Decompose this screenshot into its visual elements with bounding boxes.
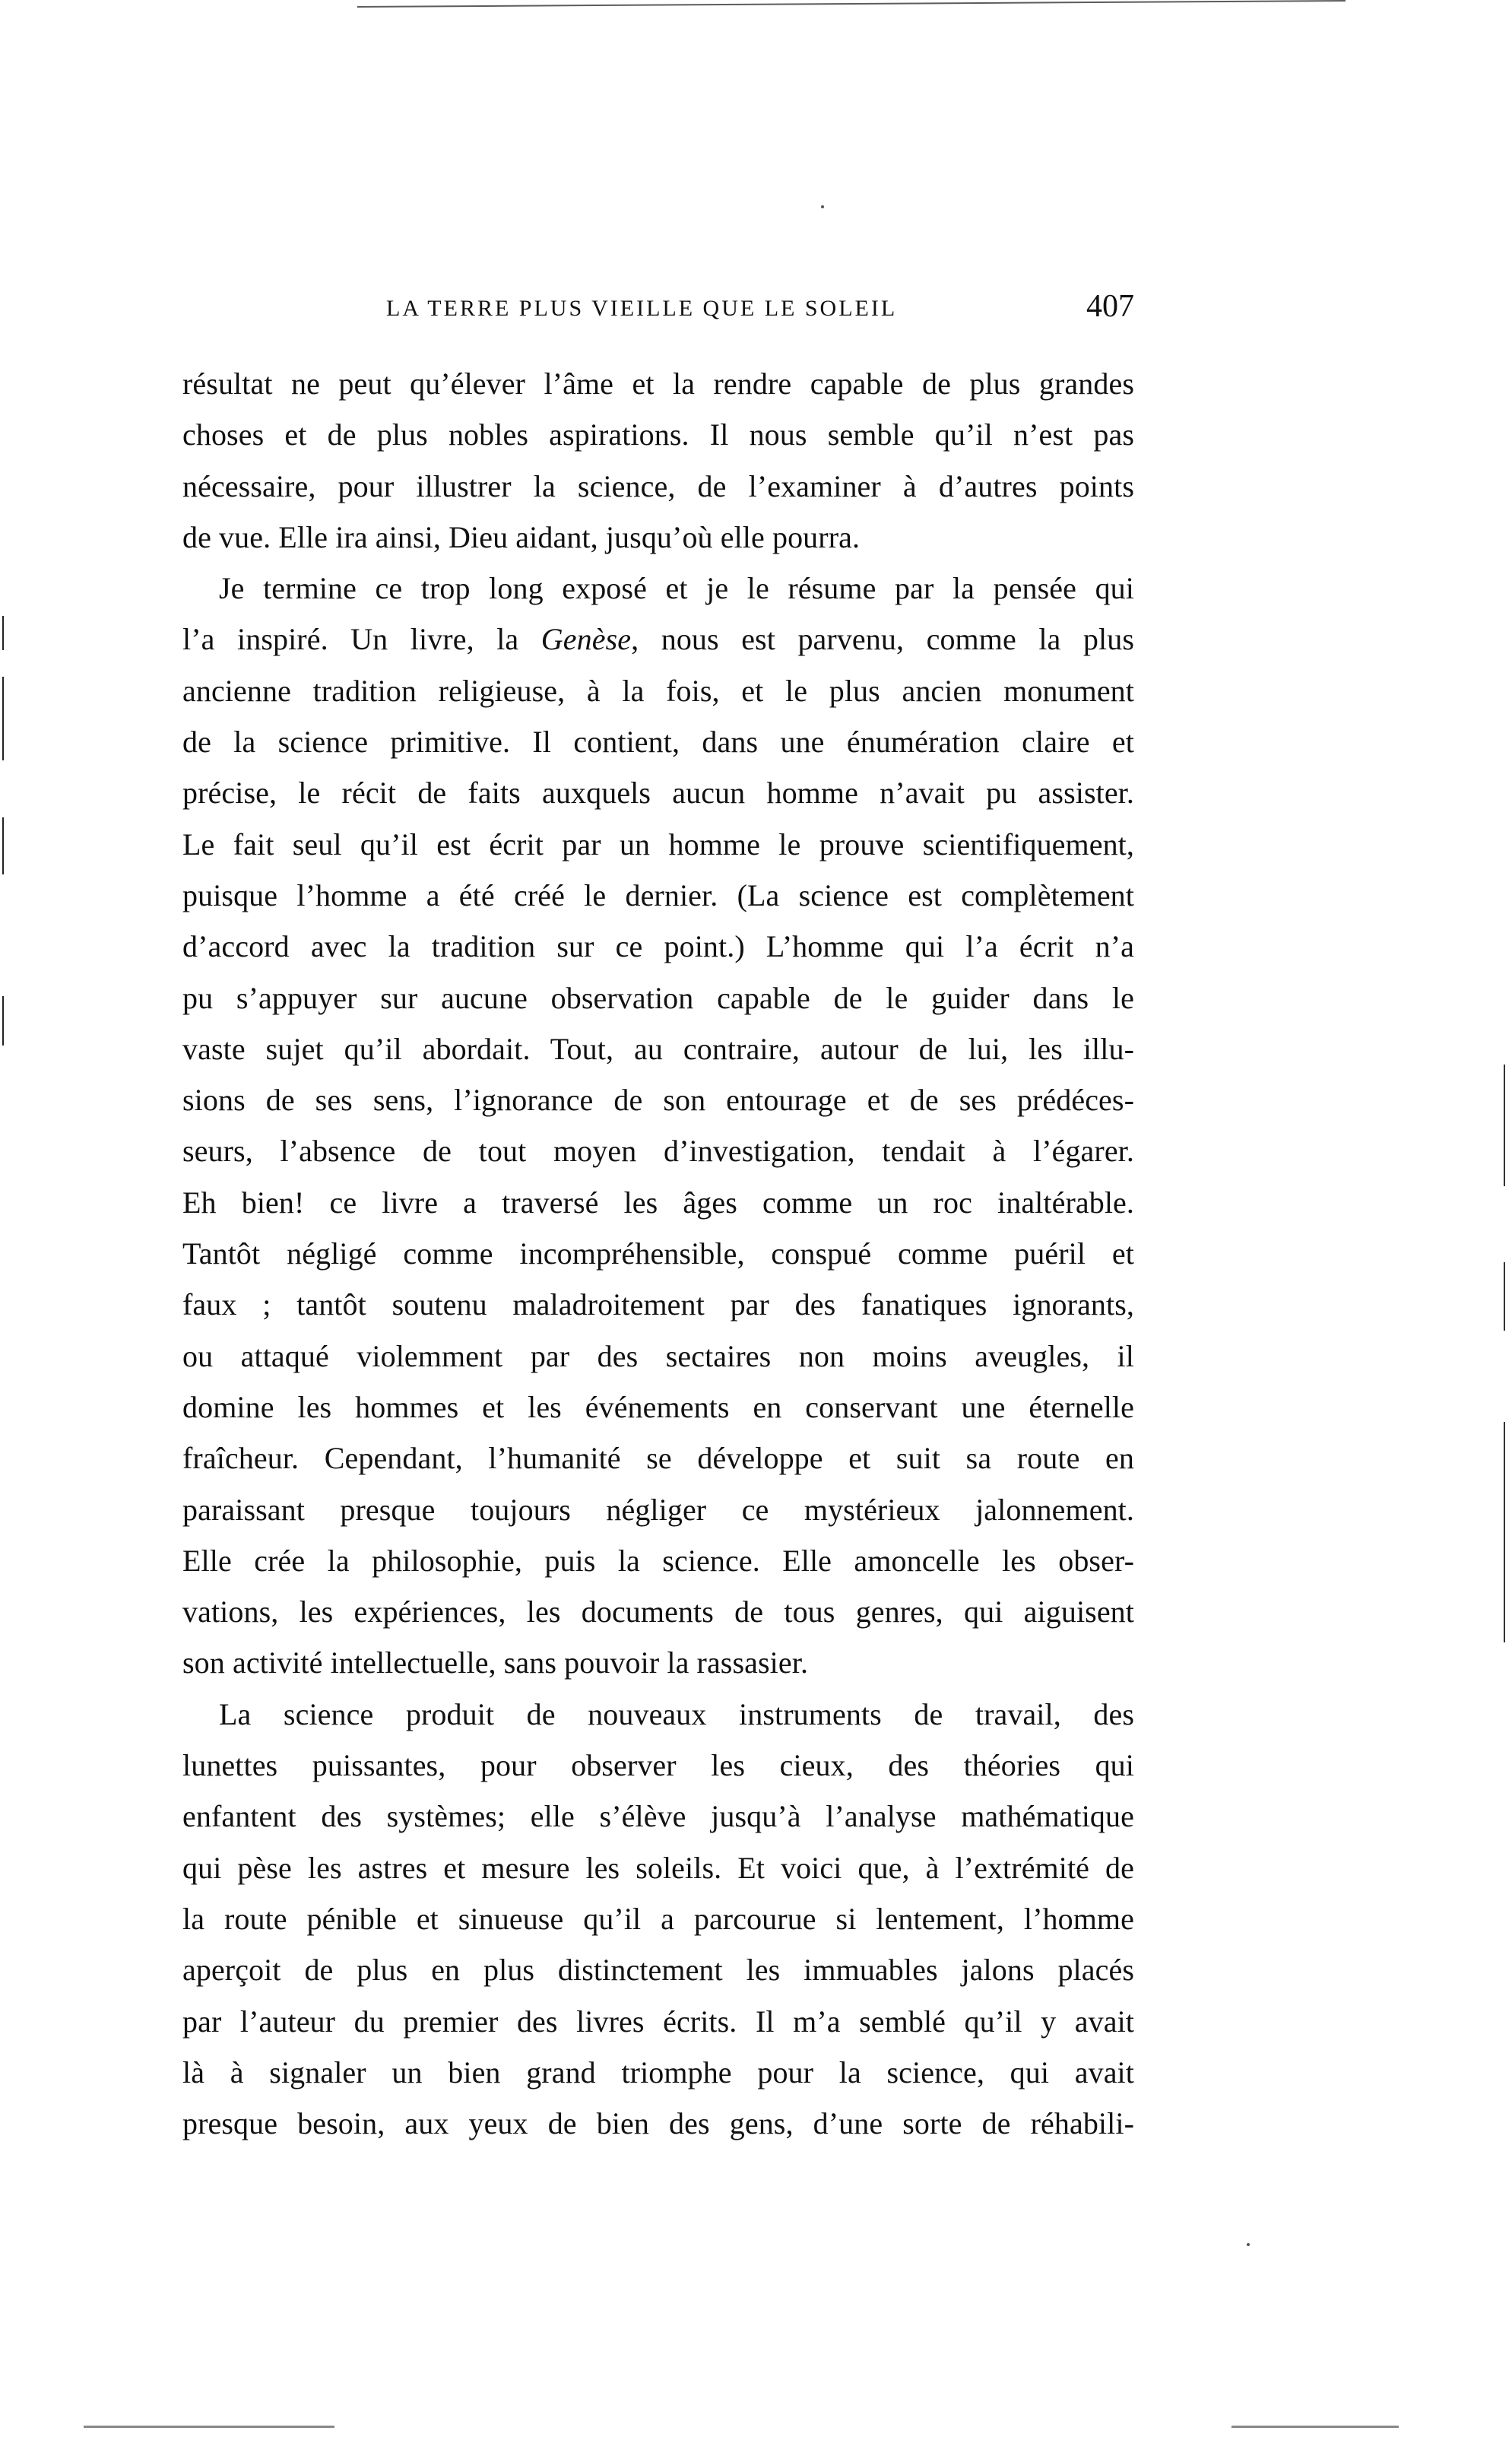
text-line: La science produit de nouveaux instruments de travail, des (219, 1696, 1134, 1731)
text-line: puisque l’homme a été créé le dernier. (La science est complètement (182, 877, 1134, 912)
scan-edge-right (1504, 1582, 1505, 1642)
paragraph (182, 1689, 1134, 2150)
scan-edge-right (1504, 1422, 1505, 1597)
scan-edge-bottom (1231, 2426, 1399, 2428)
text-line: presque besoin, aux yeux de bien des gens, d’une sorte de réhabili- (182, 2106, 1134, 2141)
italic-title: Genèse (540, 622, 632, 657)
scan-edge-left (2, 996, 4, 1046)
running-title: LA TERRE PLUS VIEILLE QUE LE SOLEIL (386, 296, 898, 321)
scan-edge-right (1504, 1065, 1505, 1186)
text-line: aperçoit de plus en plus distinctement les immuables jalons placés (182, 1953, 1134, 1988)
scan-edge-bottom (84, 2426, 334, 2428)
text-line: fraîcheur. Cependant, l’humanité se développe et suit sa route en (182, 1441, 1134, 1476)
text-line: précise, le récit de faits auxquels aucun homme n’avait pu assister. (182, 776, 1134, 811)
text-line: paraissant presque toujours négliger ce mystérieux jalonnement. (182, 1492, 1134, 1527)
page-number: 407 (1086, 289, 1134, 324)
text-line: pu s’appuyer sur aucune observation capable de le guider dans le (182, 980, 1134, 1015)
scan-edge-left (2, 677, 4, 760)
text-line: Tantôt négligé comme incompréhensible, conspué comme puéril et (182, 1236, 1134, 1271)
text-line: domine les hommes et les événements en conservant une éternelle (182, 1389, 1134, 1424)
text-line: la route pénible et sinueuse qu’il a parcourue si lentement, l’homme (182, 1901, 1134, 1936)
scan-edge-right (1504, 1262, 1505, 1331)
paragraph (182, 563, 1134, 1689)
scan-speck (821, 205, 824, 208)
text-line: résultat ne peut qu’élever l’âme et la rendre capable de plus grandes (182, 367, 1134, 401)
text-line: qui pèse les astres et mesure les soleils. Et voici que, à l’extrémité de (182, 1850, 1134, 1885)
text-line: Eh bien! ce livre a traversé les âges comme un roc inaltérable. (182, 1185, 1134, 1220)
text-line: vaste sujet qu’il abordait. Tout, au contraire, autour de lui, les illu- (182, 1031, 1134, 1066)
text-line: sions de ses sens, l’ignorance de son entourage et de ses prédéces- (182, 1083, 1134, 1118)
text-line: l’a inspiré. Un livre, la Genèse, nous est parvenu, comme la plus (182, 622, 1134, 657)
paragraph (182, 358, 1134, 563)
text-line: lunettes puissantes, pour observer les cieux, des théories qui (182, 1748, 1134, 1783)
text-line: seurs, l’absence de tout moyen d’investigation, tendait à l’égarer. (182, 1134, 1134, 1169)
running-head (182, 289, 1134, 340)
text-line: enfantent des systèmes; elle s’élève jusqu’à l’analyse mathématique (182, 1799, 1134, 1834)
text-line: faux ; tantôt soutenu maladroitement par des fanatiques ignorants, (182, 1287, 1134, 1322)
text-line: son activité intellectuelle, sans pouvoir la rassasier. (182, 1645, 809, 1680)
body-text (182, 358, 1134, 2149)
text-line: Elle crée la philosophie, puis la science. Elle amoncelle les obser- (182, 1543, 1134, 1578)
text-line: Je termine ce trop long exposé et je le résume par la pensée qui (219, 571, 1134, 606)
text-line: d’accord avec la tradition sur ce point.) L’homme qui l’a écrit n’a (182, 929, 1134, 964)
text-line: de vue. Elle ira ainsi, Dieu aidant, jusqu’où elle pourra. (182, 519, 861, 554)
scan-speck (1247, 2243, 1250, 2246)
text-line: choses et de plus nobles aspirations. Il nous semble qu’il n’est pas (182, 417, 1134, 452)
scan-edge-top (357, 0, 1346, 14)
scan-edge-left (2, 817, 4, 874)
text-line: là à signaler un bien grand triomphe pour la science, qui avait (182, 2055, 1134, 2090)
text-line: par l’auteur du premier des livres écrits. Il m’a semblé qu’il y avait (182, 2004, 1134, 2039)
text-line: nécessaire, pour illustrer la science, de l’examiner à d’autres points (182, 468, 1134, 503)
text-line: vations, les expériences, les documents de tous genres, qui aiguisent (182, 1595, 1134, 1629)
book-page (182, 289, 1134, 2149)
text-line: ou attaqué violemment par des sectaires non moins aveugles, il (182, 1338, 1134, 1373)
text-line: de la science primitive. Il contient, dans une énumération claire et (182, 725, 1134, 760)
text-line: ancienne tradition religieuse, à la fois, et le plus ancien monument (182, 673, 1134, 708)
text-line: Le fait seul qu’il est écrit par un homme le prouve scientifiquement, (182, 827, 1134, 862)
scan-edge-left (2, 616, 4, 650)
